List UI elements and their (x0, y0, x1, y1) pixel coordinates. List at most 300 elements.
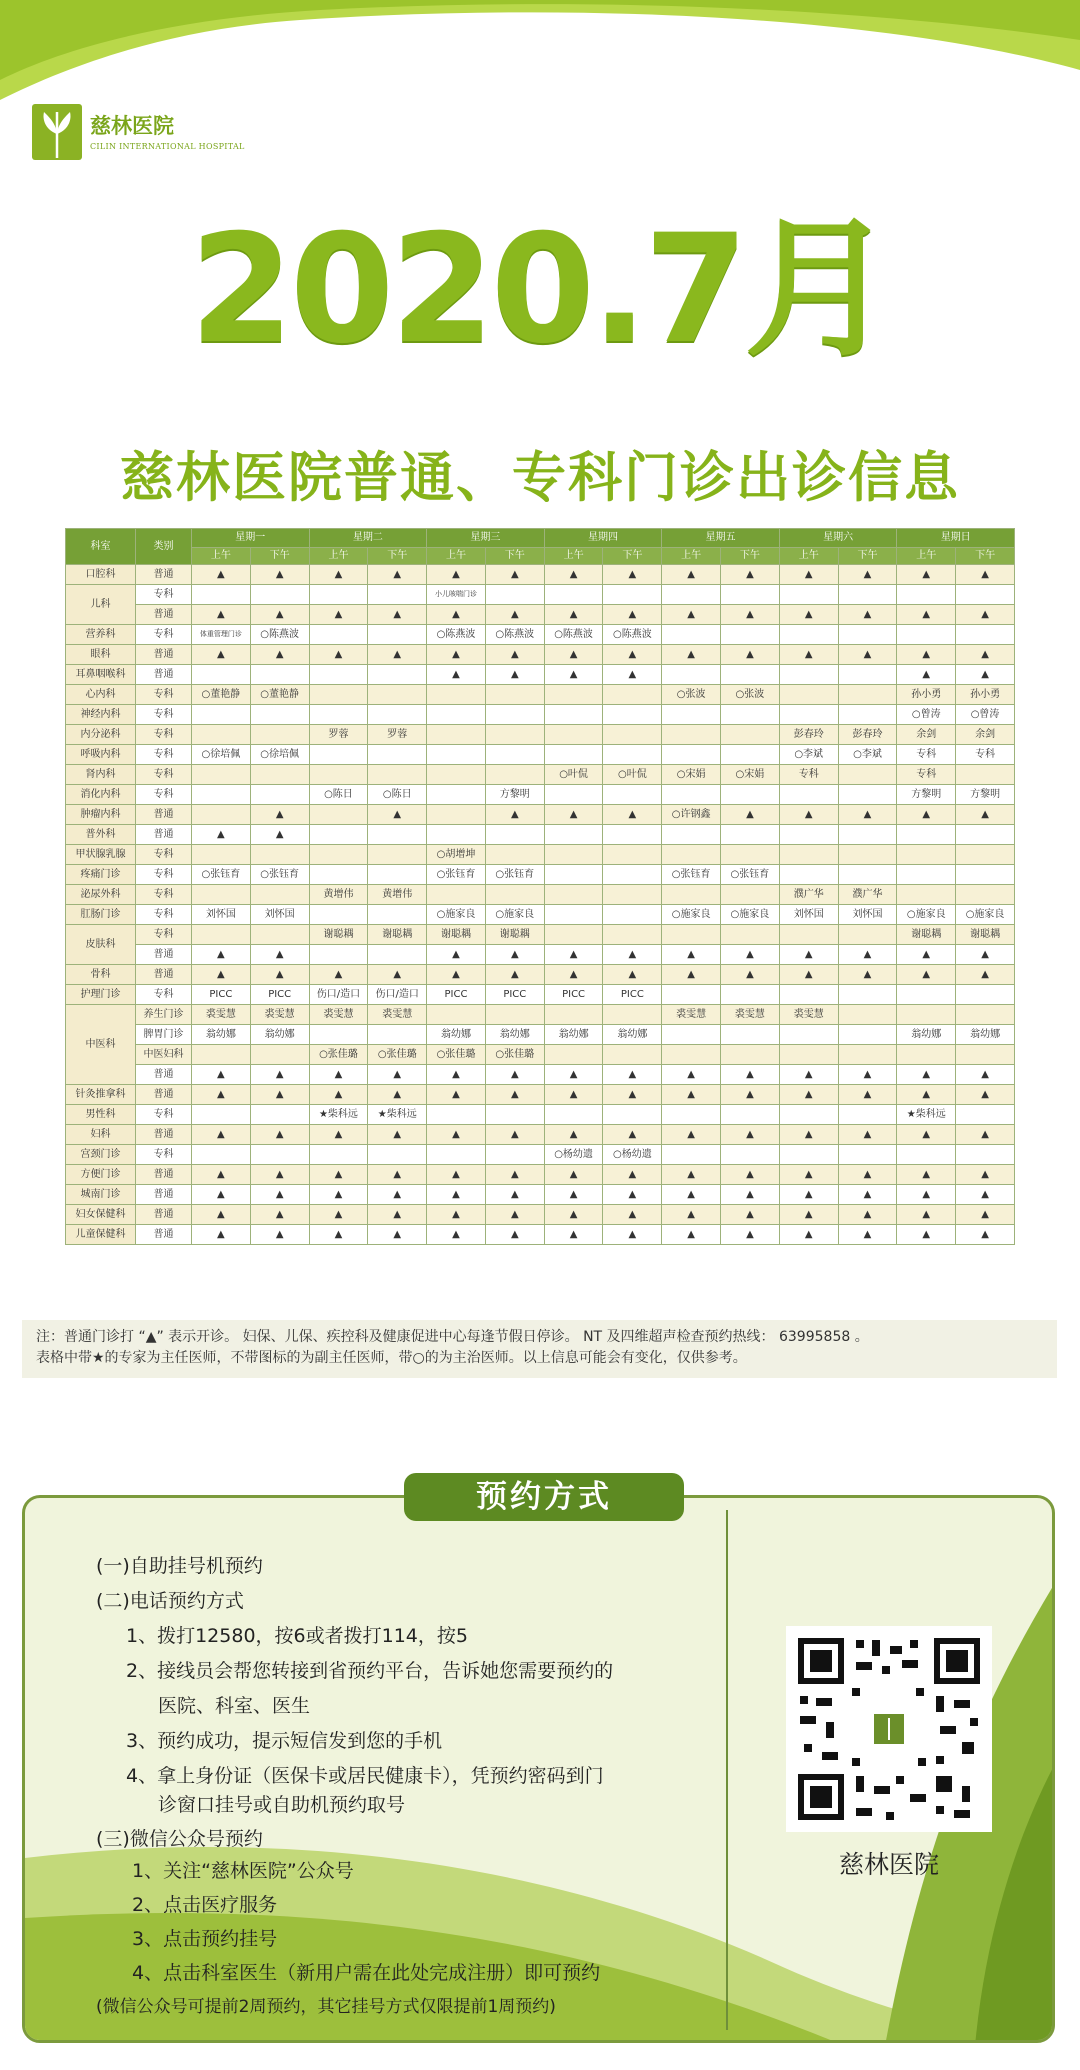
schedule-cell: ▲ (309, 605, 368, 625)
table-row (66, 745, 1015, 765)
schedule-cell: ▲ (544, 1065, 603, 1085)
dept-cell: 肛肠门诊 (66, 905, 136, 925)
table-row (66, 1185, 1015, 1205)
table-row (66, 1065, 1015, 1085)
booking-line: 2、点击医疗服务 (132, 1894, 278, 1916)
schedule-cell (897, 885, 956, 905)
schedule-cell: ▲ (544, 805, 603, 825)
schedule-cell: ○徐培佩 (192, 745, 251, 765)
schedule-cell (662, 1045, 721, 1065)
type-cell: 专科 (136, 865, 192, 885)
schedule-cell (662, 725, 721, 745)
schedule-cell (485, 1145, 544, 1165)
dept-cell: 疼痛门诊 (66, 865, 136, 885)
schedule-cell (721, 1145, 780, 1165)
schedule-cell (603, 785, 662, 805)
schedule-cell: ▲ (250, 825, 309, 845)
schedule-cell: ▲ (603, 965, 662, 985)
schedule-cell: ▲ (368, 965, 427, 985)
schedule-cell: ▲ (485, 1065, 544, 1085)
schedule-cell: ▲ (897, 945, 956, 965)
type-cell: 专科 (136, 725, 192, 745)
dept-cell: 神经内科 (66, 705, 136, 725)
type-cell: 普通 (136, 805, 192, 825)
schedule-cell: 刘怀国 (250, 905, 309, 925)
schedule-cell: PICC (192, 985, 251, 1005)
qr-code[interactable] (786, 1626, 992, 1832)
schedule-cell: ○杨幼遗 (544, 1145, 603, 1165)
schedule-cell (603, 585, 662, 605)
schedule-cell: ▲ (427, 965, 486, 985)
schedule-cell (662, 665, 721, 685)
schedule-cell (544, 705, 603, 725)
schedule-cell: ▲ (662, 965, 721, 985)
schedule-cell (427, 825, 486, 845)
schedule-cell (956, 585, 1015, 605)
table-row (66, 1085, 1015, 1105)
day-header: 星期日 (897, 529, 1015, 548)
type-cell: 普通 (136, 965, 192, 985)
dept-cell: 呼吸内科 (66, 745, 136, 765)
schedule-cell (250, 765, 309, 785)
schedule-cell: ▲ (603, 1125, 662, 1145)
type-cell: 专科 (136, 585, 192, 605)
schedule-cell (838, 585, 897, 605)
schedule-cell (544, 1045, 603, 1065)
schedule-cell: 方黎明 (956, 785, 1015, 805)
schedule-cell (721, 885, 780, 905)
schedule-cell (192, 665, 251, 685)
type-cell: 普通 (136, 1165, 192, 1185)
table-row (66, 1005, 1015, 1025)
schedule-cell: ▲ (897, 805, 956, 825)
schedule-cell: ▲ (427, 1065, 486, 1085)
dept-cell: 耳鼻咽喉科 (66, 665, 136, 685)
table-header-halfday (66, 548, 1015, 565)
schedule-cell: ▲ (544, 1205, 603, 1225)
schedule-cell (721, 985, 780, 1005)
schedule-cell (779, 925, 838, 945)
schedule-cell (544, 845, 603, 865)
schedule-cell: ▲ (897, 1085, 956, 1105)
schedule-cell: ▲ (250, 1185, 309, 1205)
schedule-cell: ○张佳璐 (368, 1045, 427, 1065)
dept-cell: 护理门诊 (66, 985, 136, 1005)
schedule-cell: ▲ (368, 605, 427, 625)
schedule-cell: ▲ (309, 1065, 368, 1085)
dept-cell: 肿瘤内科 (66, 805, 136, 825)
dept-cell: 中医科 (66, 1005, 136, 1085)
type-cell: 普通 (136, 945, 192, 965)
type-cell: 普通 (136, 825, 192, 845)
schedule-cell: ▲ (309, 1205, 368, 1225)
type-cell: 普通 (136, 1225, 192, 1245)
page-subtitle: 慈林医院普通、专科门诊出诊信息 (120, 446, 960, 509)
schedule-cell: ▲ (662, 1165, 721, 1185)
schedule-cell: ▲ (192, 945, 251, 965)
schedule-cell: ▲ (427, 1205, 486, 1225)
schedule-cell: PICC (603, 985, 662, 1005)
table-row (66, 985, 1015, 1005)
schedule-cell (721, 845, 780, 865)
schedule-cell: ★柴科远 (897, 1105, 956, 1125)
table-row (66, 1225, 1015, 1245)
type-cell: 专科 (136, 685, 192, 705)
schedule-cell (838, 865, 897, 885)
schedule-cell: ▲ (838, 1125, 897, 1145)
dept-cell: 普外科 (66, 825, 136, 845)
schedule-cell (721, 1045, 780, 1065)
schedule-cell (897, 825, 956, 845)
schedule-cell: ▲ (838, 1205, 897, 1225)
dept-cell: 营养科 (66, 625, 136, 645)
booking-line: 3、点击预约挂号 (132, 1928, 278, 1950)
schedule-cell: ▲ (721, 945, 780, 965)
booking-line: (二)电话预约方式 (96, 1590, 244, 1612)
schedule-cell: ▲ (250, 1085, 309, 1105)
schedule-cell (250, 785, 309, 805)
schedule-cell (603, 745, 662, 765)
day-header: 星期三 (427, 529, 545, 548)
schedule-cell (603, 1105, 662, 1125)
schedule-cell (603, 825, 662, 845)
schedule-cell (838, 765, 897, 785)
schedule-cell (956, 1045, 1015, 1065)
schedule-cell: ▲ (779, 565, 838, 585)
type-cell: 脾胃门诊 (136, 1025, 192, 1045)
schedule-cell (897, 625, 956, 645)
schedule-cell: ▲ (427, 1185, 486, 1205)
schedule-cell: ▲ (897, 565, 956, 585)
schedule-cell: ▲ (897, 1225, 956, 1245)
schedule-cell (838, 825, 897, 845)
dept-cell: 妇科 (66, 1125, 136, 1145)
dept-cell: 儿童保健科 (66, 1225, 136, 1245)
schedule-cell: ▲ (779, 1085, 838, 1105)
schedule-cell: ▲ (368, 1205, 427, 1225)
table-header-days (66, 529, 1015, 548)
schedule-cell (779, 665, 838, 685)
schedule-cell: 专科 (897, 745, 956, 765)
schedule-cell (779, 625, 838, 645)
schedule-cell: ▲ (485, 1205, 544, 1225)
schedule-cell: ○施家良 (427, 905, 486, 925)
schedule-cell: ▲ (956, 965, 1015, 985)
schedule-cell: ▲ (485, 605, 544, 625)
schedule-cell: ▲ (662, 1085, 721, 1105)
schedule-cell: ○叶侃 (544, 765, 603, 785)
table-row (66, 685, 1015, 705)
schedule-cell: 罗蓉 (309, 725, 368, 745)
schedule-cell (368, 685, 427, 705)
schedule-cell: ▲ (603, 1085, 662, 1105)
schedule-cell (956, 1105, 1015, 1125)
schedule-cell (779, 1025, 838, 1045)
schedule-cell (485, 685, 544, 705)
schedule-cell: 黄增伟 (309, 885, 368, 905)
schedule-cell (897, 845, 956, 865)
schedule-cell (427, 885, 486, 905)
schedule-cell: ▲ (838, 945, 897, 965)
schedule-cell (427, 1105, 486, 1125)
schedule-cell (603, 705, 662, 725)
schedule-cell (838, 1005, 897, 1025)
schedule-cell (250, 1045, 309, 1065)
schedule-cell (779, 585, 838, 605)
schedule-cell: ▲ (721, 1085, 780, 1105)
schedule-cell: ▲ (485, 1185, 544, 1205)
schedule-cell: ▲ (250, 1205, 309, 1225)
schedule-cell: ○李斌 (779, 745, 838, 765)
am-header: 上午 (192, 548, 251, 565)
am-header: 上午 (662, 548, 721, 565)
schedule-cell: ○宋娟 (662, 765, 721, 785)
schedule-cell: 翁幼娜 (603, 1025, 662, 1045)
schedule-cell: ▲ (192, 965, 251, 985)
schedule-cell (603, 1045, 662, 1065)
schedule-cell (192, 765, 251, 785)
schedule-cell: ○施家良 (721, 905, 780, 925)
schedule-cell: ▲ (779, 945, 838, 965)
schedule-cell (427, 765, 486, 785)
schedule-cell: ○张钰育 (427, 865, 486, 885)
schedule-cell: ○张波 (662, 685, 721, 705)
schedule-cell: ▲ (779, 805, 838, 825)
day-header: 星期五 (662, 529, 780, 548)
pm-header: 下午 (721, 548, 780, 565)
schedule-cell: ▲ (485, 1085, 544, 1105)
pm-header: 下午 (956, 548, 1015, 565)
schedule-cell: ▲ (250, 1165, 309, 1185)
schedule-cell: ▲ (721, 805, 780, 825)
schedule-cell (427, 1145, 486, 1165)
schedule-cell: ▲ (956, 1165, 1015, 1185)
schedule-cell: 方黎明 (897, 785, 956, 805)
schedule-cell: ▲ (309, 965, 368, 985)
schedule-cell (603, 725, 662, 745)
schedule-cell (662, 925, 721, 945)
dept-cell: 城南门诊 (66, 1185, 136, 1205)
schedule-cell: ▲ (485, 805, 544, 825)
schedule-cell (544, 585, 603, 605)
type-cell: 专科 (136, 625, 192, 645)
schedule-cell (721, 825, 780, 845)
schedule-cell (368, 665, 427, 685)
dept-cell: 心内科 (66, 685, 136, 705)
schedule-cell: ▲ (250, 805, 309, 825)
table-row (66, 1205, 1015, 1225)
schedule-cell: ▲ (662, 565, 721, 585)
schedule-cell (192, 885, 251, 905)
schedule-cell: ▲ (485, 1225, 544, 1245)
booking-line: (三)微信公众号预约 (96, 1828, 263, 1850)
schedule-cell: ▲ (368, 1125, 427, 1145)
schedule-cell (662, 985, 721, 1005)
schedule-cell (838, 685, 897, 705)
schedule-cell: ▲ (721, 565, 780, 585)
schedule-cell: ▲ (250, 1065, 309, 1085)
schedule-cell: ○张佳璐 (485, 1045, 544, 1065)
schedule-cell: ▲ (721, 1185, 780, 1205)
dept-cell: 骨科 (66, 965, 136, 985)
schedule-cell: ▲ (662, 605, 721, 625)
schedule-cell: 谢聪耦 (897, 925, 956, 945)
table-row (66, 825, 1015, 845)
schedule-cell (192, 725, 251, 745)
schedule-cell: ▲ (603, 1065, 662, 1085)
schedule-cell (309, 585, 368, 605)
schedule-cell: ▲ (427, 645, 486, 665)
am-header: 上午 (544, 548, 603, 565)
schedule-cell: ▲ (250, 1225, 309, 1245)
schedule-cell: ○董艳静 (192, 685, 251, 705)
schedule-cell (309, 805, 368, 825)
schedule-cell: 伤口/造口 (368, 985, 427, 1005)
schedule-cell: 谢聪耦 (368, 925, 427, 945)
schedule-cell: ▲ (603, 1185, 662, 1205)
schedule-cell (485, 585, 544, 605)
month-title: 2020.7月 (189, 203, 891, 377)
schedule-cell: ▲ (309, 565, 368, 585)
schedule-cell: ○叶侃 (603, 765, 662, 785)
schedule-cell: ▲ (721, 1165, 780, 1185)
schedule-cell (956, 1005, 1015, 1025)
schedule-cell (427, 745, 486, 765)
schedule-cell: ▲ (721, 1125, 780, 1145)
table-row (66, 1045, 1015, 1065)
schedule-cell: ▲ (897, 665, 956, 685)
schedule-cell (309, 685, 368, 705)
schedule-cell: ▲ (427, 945, 486, 965)
schedule-cell: ▲ (427, 1125, 486, 1145)
booking-line: (一)自助挂号机预约 (96, 1555, 263, 1577)
hospital-logo (28, 100, 245, 170)
type-cell: 专科 (136, 765, 192, 785)
schedule-cell: 刘怀国 (192, 905, 251, 925)
schedule-cell: 伤口/造口 (309, 985, 368, 1005)
schedule-cell: ▲ (838, 965, 897, 985)
schedule-cell (427, 685, 486, 705)
schedule-cell (721, 705, 780, 725)
schedule-cell (721, 1105, 780, 1125)
schedule-cell (603, 885, 662, 905)
schedule-cell: ▲ (662, 645, 721, 665)
schedule-cell: ○董艳静 (250, 685, 309, 705)
schedule-cell (192, 585, 251, 605)
schedule-cell: ▲ (956, 1225, 1015, 1245)
schedule-cell (721, 725, 780, 745)
schedule-cell (368, 865, 427, 885)
schedule-cell: ○施家良 (897, 905, 956, 925)
schedule-cell (779, 685, 838, 705)
schedule-cell (897, 585, 956, 605)
schedule-cell: ▲ (956, 1205, 1015, 1225)
schedule-cell: ▲ (838, 565, 897, 585)
booking-line: (微信公众号可提前2周预约，其它挂号方式仅限提前1周预约) (96, 1997, 556, 2017)
schedule-cell: ▲ (368, 1165, 427, 1185)
schedule-cell (250, 1105, 309, 1125)
schedule-cell: ○陈燕波 (485, 625, 544, 645)
schedule-cell: PICC (250, 985, 309, 1005)
schedule-cell: ▲ (838, 605, 897, 625)
type-cell: 普通 (136, 565, 192, 585)
schedule-cell (721, 785, 780, 805)
schedule-cell (662, 705, 721, 725)
schedule-cell: 专科 (779, 765, 838, 785)
schedule-cell (309, 1025, 368, 1045)
schedule-cell (779, 1105, 838, 1125)
schedule-cell: ○张佳璐 (427, 1045, 486, 1065)
schedule-cell: ▲ (250, 945, 309, 965)
schedule-cell: 小儿咳喘门诊 (427, 585, 486, 605)
schedule-cell (309, 945, 368, 965)
schedule-cell: ○许钢鑫 (662, 805, 721, 825)
schedule-cell: ○徐培佩 (250, 745, 309, 765)
table-row (66, 845, 1015, 865)
schedule-cell (721, 665, 780, 685)
schedule-cell (368, 705, 427, 725)
schedule-cell: ▲ (192, 825, 251, 845)
schedule-cell: ▲ (368, 805, 427, 825)
schedule-cell: ▲ (956, 605, 1015, 625)
day-header: 星期二 (309, 529, 427, 548)
schedule-cell: ○李斌 (838, 745, 897, 765)
note-line: 表格中带★的专家为主任医师，不带图标的为副主任医师，带○的为主治医师。以上信息可能会有变化，仅供参考。 (36, 1350, 747, 1366)
schedule-cell (838, 845, 897, 865)
schedule-cell: ▲ (309, 1085, 368, 1105)
schedule-cell: ○陈日 (368, 785, 427, 805)
schedule-cell: ★柴科远 (309, 1105, 368, 1125)
schedule-cell: ▲ (250, 605, 309, 625)
schedule-cell: ▲ (485, 565, 544, 585)
schedule-cell: ▲ (544, 1185, 603, 1205)
table-row (66, 965, 1015, 985)
schedule-cell (603, 685, 662, 705)
type-cell: 专科 (136, 905, 192, 925)
schedule-cell (779, 845, 838, 865)
schedule-cell (662, 845, 721, 865)
dept-cell: 皮肤科 (66, 925, 136, 965)
pm-header: 下午 (485, 548, 544, 565)
schedule-cell: ▲ (544, 605, 603, 625)
schedule-cell: ▲ (779, 1205, 838, 1225)
schedule-cell: ▲ (485, 945, 544, 965)
schedule-cell: ▲ (192, 1225, 251, 1245)
schedule-cell: ○张钰育 (662, 865, 721, 885)
table-row (66, 925, 1015, 945)
schedule-cell: ○陈燕波 (603, 625, 662, 645)
schedule-cell: ▲ (603, 645, 662, 665)
schedule-cell (192, 925, 251, 945)
schedule-cell: ▲ (603, 805, 662, 825)
schedule-cell (544, 745, 603, 765)
schedule-cell: ▲ (368, 645, 427, 665)
schedule-cell: ○施家良 (485, 905, 544, 925)
table-row (66, 1105, 1015, 1125)
schedule-cell: 专科 (956, 745, 1015, 765)
schedule-cell (956, 985, 1015, 1005)
schedule-cell: ▲ (427, 1225, 486, 1245)
am-header: 上午 (309, 548, 368, 565)
schedule-cell (956, 845, 1015, 865)
schedule-cell: ▲ (838, 1165, 897, 1185)
schedule-cell: ○张钰育 (485, 865, 544, 885)
schedule-cell (662, 585, 721, 605)
type-cell: 专科 (136, 745, 192, 765)
schedule-cell: ▲ (838, 1065, 897, 1085)
schedule-cell: ▲ (662, 1225, 721, 1245)
schedule-cell: ▲ (192, 1065, 251, 1085)
